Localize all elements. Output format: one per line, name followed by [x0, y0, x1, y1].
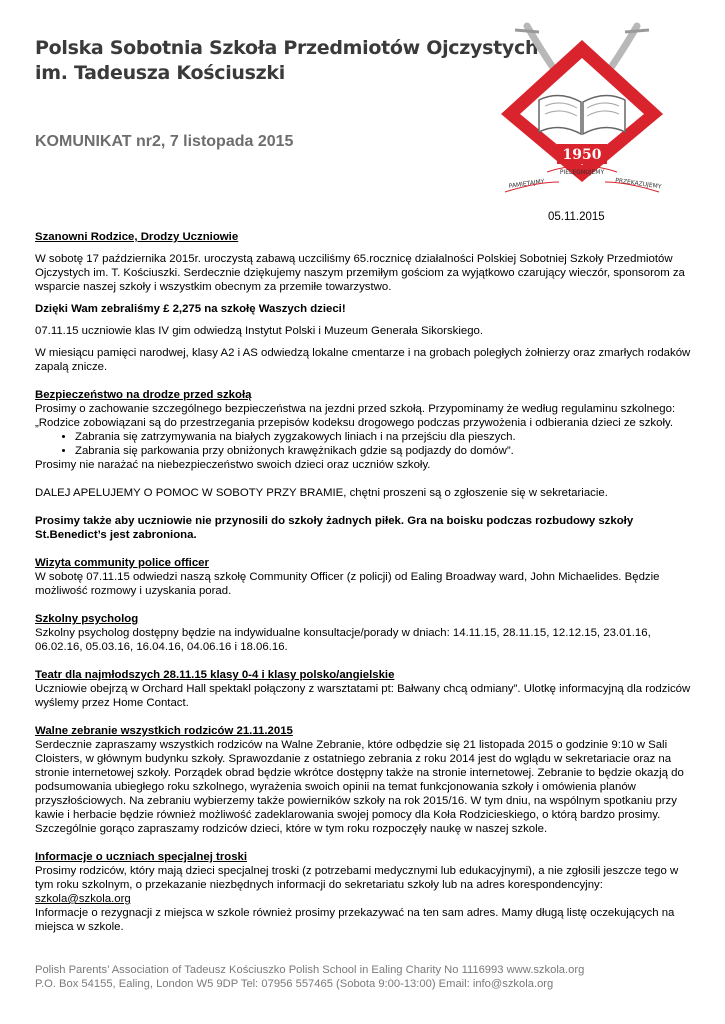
meeting-text: Serdecznie zapraszamy wszystkich rodziców na Walne Zebranie, które odbędzie się 21 listopada 2015 o godzinie 9:10 w Sali Cloisters, w głównym budynku szkoły. Sprawozdanie z ostatniego zebrania z roku 2014 jest do wglądu w sekretariacie oraz na stronie internetowej szkoły. Porządek obrad będzie wkrótce dostępny także na stronie internetowej. Zebranie to będzie okazją do podsumowania ubiegłego roku szkolnego, wyrażenia swoich opinii na temat funkcjonowania szkoły i omówienia planów przyszłościowych. Na zebraniu wybierzemy także powierników szkoły na rok 2015/16. W tym dniu, na wspólnym spotkaniu przy kawie i herbacie będzie również możliwość zadeklarowania swojej pomocy dla Koła Rodzicieskiego, o którą bardzo prosimy. [35, 739, 684, 821]
list-item: • Zabrania się zatrzymywania na białych zygzakowych liniach i na przejściu dla pieszych. [75, 430, 695, 444]
footer-line1: Polish Parents’ Association of Tadeusz Kościuszko Polish School in Ealing Charity No 1116993 www.szkola.org [35, 964, 585, 976]
police-heading: Wizyta community police officer [35, 557, 209, 569]
komunikat-title: KOMUNIKAT nr2, 7 listopada 2015 [35, 133, 294, 150]
ribbon-center: PIELĘGNUJEMY [559, 169, 605, 176]
footer-line2: P.O. Box 54155, Ealing, London W5 9DP Tel: 07956 557465 (Sobota 9:00-13:00) Email: info@szkola.org [35, 978, 554, 990]
safety-text: Prosimy o zachowanie szczególnego bezpieczeństwa na jezdni przed szkołą. Przypominamy że według regulaminu szkolnego: „Rodzice zobowiązani są do przestrzegania przepisów kodeksu drogowego podczas przywożenia i odbierania dzieci ze szkoły. [35, 403, 676, 429]
police-text: W sobotę 07.11.15 odwiedzi naszą szkołę Community Officer (z policji) od Ealing Broadway ward, John Michaelides. Będzie możliwość rozmowy i uzyskania porad. [35, 571, 660, 597]
special-text [35, 864, 695, 906]
document-body [35, 230, 695, 934]
balls-paragraph: Prosimy także aby uczniowie nie przynosili do szkoły żadnych piłek. Gra na boisku podczas rozbudowy szkoły St.Benedict’s jest zabroniona. [35, 515, 634, 541]
greeting: Szanowni Rodzice, Drodzy Uczniowie [35, 231, 239, 243]
special-text-body: Prosimy rodziców, który mają dzieci specjalnej troski (z potrzebami medycznymi lub edukacyjnymi), a nie zgłosili jeszcze tego w tym roku szkolnym, o przekazanie niezbędnych informacji do sekretariatu szkoły lub na adres korespondencyjny: [35, 865, 679, 891]
school-name-line2: im. Tadeusza Kościuszki [35, 62, 285, 84]
ribbon-right: PRZEKAZUJEMY [614, 177, 662, 191]
special-heading: Informacje o uczniach specjalnej troski [35, 851, 248, 863]
safety-heading: Bezpieczeństwo na drodze przed szkołą [35, 389, 252, 401]
school-name [35, 36, 538, 86]
school-logo [487, 22, 677, 200]
safety-list [35, 430, 695, 458]
psych-heading: Szkolny psycholog [35, 613, 139, 625]
psych-text: Szkolny psycholog dostępny będzie na indywidualne konsultacje/porady w dniach: 14.11.15, 28.11.15, 12.12.15, 23.01.16, 06.02.16, 05.03.16, 16.04.16, 04.06.16 i 18.06.16. [35, 627, 651, 653]
email-link[interactable]: szkola@szkola.org [35, 893, 131, 905]
paragraph-anniversary: W sobotę 17 października 2015r. uroczystą zabawą uczciliśmy 65.rocznicę działalności Polskiej Sobotniej Szkoły Przedmiotów Ojczystych im. T. Kościuszki. Serdecznie dziękujemy naszym przemiłym gościom za wyjątkowo czarujący wieczór, sponsorom za wsparcie naszej szkoły i wszystkim obecnym za przemiłe towarzystwo. [35, 253, 685, 293]
theatre-heading: Teatr dla najmłodszych 28.11.15 klasy 0-4 i klasy polsko/angielskie [35, 669, 395, 681]
footer [35, 963, 584, 991]
safety-after: Prosimy nie narażać na niebezpieczeństwo swoich dzieci oraz uczniów szkoły. [35, 459, 431, 471]
paragraph-remembrance: W miesiącu pamięci narodwej, klasy A2 i AS odwiedzą lokalne cmentarze i na grobach poległych żołnierzy oraz zmarłych rodaków zapalą znicze. [35, 347, 691, 373]
paragraph-visit: 07.11.15 uczniowie klas IV gim odwiedzą Instytut Polski i Muzeum Generała Sikorskiego. [35, 325, 484, 337]
meeting-text2: Szczególnie gorąco zapraszamy rodziców dzieci, które w tym roku rozpoczęły naukę w naszej szkole. [35, 823, 548, 835]
school-name-line1: Polska Sobotnia Szkoła Przedmiotów Ojczystych [35, 37, 539, 59]
paragraph-raised: Dzięki Wam zebraliśmy £ 2,275 na szkołę Waszych dzieci! [35, 303, 346, 315]
theatre-text: Uczniowie obejrzą w Orchard Hall spektakl połączony z warsztatami pt: Bałwany chcą odmiany”. Ulotkę informacyjną dla rodziców wyślemy przez Home Contact. [35, 683, 691, 709]
ribbon-left: PAMIĘTAJMY [508, 178, 545, 190]
document-date: 05.11.2015 [548, 211, 605, 223]
appeal-paragraph: DALEJ APELUJEMY O POMOC W SOBOTY PRZY BRAMIE, chętni proszeni są o zgłoszenie się w sekretariacie. [35, 487, 608, 499]
logo-year: 1950 [562, 147, 602, 163]
meeting-heading: Walne zebranie wszystkich rodziców 21.11.2015 [35, 725, 293, 737]
list-item: • Zabrania się parkowania przy obniżonych krawężnikach gdzie są podjazdy do domów”. [75, 444, 695, 458]
special-text2: Informacje o rezygnacji z miejsca w szkole również prosimy przekazywać na ten sam adres. Mamy długą listę oczekujących na miejsca w szkole. [35, 907, 675, 933]
